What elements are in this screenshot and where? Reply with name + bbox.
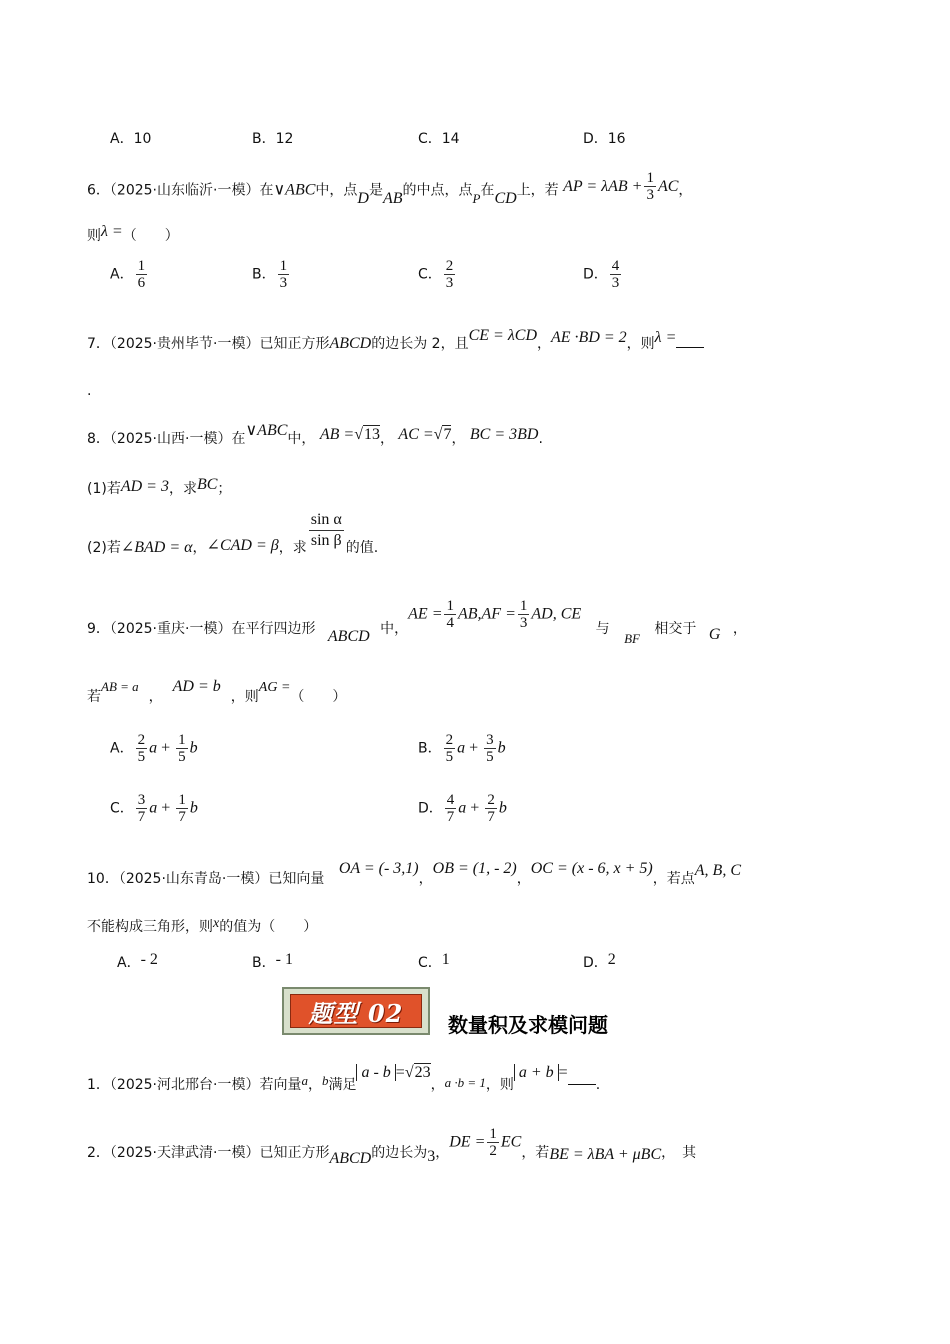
q7-end-period: .	[87, 383, 92, 399]
q6-text: 中，点	[315, 182, 358, 199]
section-badge-text: 题型 02	[308, 998, 404, 1028]
q9-answer-paren: （ ）	[290, 689, 347, 705]
q9-option-b: B． $\frac{2}{5}$ a + $\frac{3}{5}$ b	[418, 732, 506, 765]
s2q1-source: （2025·河北邢台·一模）	[109, 1077, 260, 1093]
option-value: 2	[607, 951, 616, 968]
s2q1-abs-diff: a - b	[356, 1064, 395, 1081]
q6-math: λ =	[101, 223, 123, 240]
q9-text: 在平行四边形	[231, 620, 316, 637]
option-fraction	[136, 258, 148, 291]
frac-den: 7	[487, 809, 495, 825]
q8-text: (2)若	[87, 540, 121, 556]
q7-math: ABCD	[329, 335, 372, 352]
q5-option-d: D．16	[583, 131, 626, 147]
option-label: A．	[117, 955, 141, 971]
frac-den: 2	[489, 1143, 497, 1159]
q9-line2: 若AB = a，AD = b，则AG =（ ）	[87, 678, 347, 705]
q8-text: ；	[217, 481, 232, 497]
frac-den: 5	[486, 749, 494, 765]
frac-num: 3	[486, 732, 494, 748]
q7-text: ，	[537, 336, 551, 352]
q6-number: 6．	[87, 182, 110, 199]
s2q2-math: BE = λBA + μBC	[549, 1145, 662, 1163]
q10-text: 的值为（ ）	[219, 919, 318, 935]
q6-math: CD	[494, 189, 517, 207]
q8-part-2	[87, 510, 379, 556]
frac-den: sin β	[310, 532, 342, 549]
q8-math: BC	[196, 476, 218, 493]
s2q1-root: 23	[414, 1064, 431, 1081]
s2q2-text: 已知正方形	[259, 1144, 330, 1161]
q6-option-b	[252, 258, 291, 291]
q6-equation: AC	[657, 177, 679, 195]
option-fraction	[278, 258, 290, 291]
q8-math: AD = 3	[120, 478, 169, 495]
s2q1-math: =	[558, 1064, 568, 1081]
s2-question-2	[87, 1126, 697, 1167]
q8-source: （2025·山西·一模）	[109, 431, 232, 447]
s2q2-math: ABCD	[329, 1149, 372, 1167]
s2q1-text: ，	[307, 1077, 322, 1093]
q9-number: 9．	[87, 620, 110, 637]
q8-math: AB =	[319, 426, 355, 443]
q10-number: 10．	[87, 871, 119, 887]
option-fraction	[136, 732, 148, 765]
option-label: C．	[110, 800, 134, 817]
q6-text: 则	[87, 228, 101, 244]
s2q2-math: 3	[427, 1147, 436, 1165]
q8-text: 的值.	[345, 540, 379, 556]
q8-text: (1)若	[87, 481, 121, 497]
q8-math: ∠BAD = α	[120, 539, 193, 556]
q8-math: BC = 3BD	[469, 426, 539, 443]
frac-num: 1	[519, 598, 528, 614]
section-title: 数量积及求模问题	[448, 1013, 608, 1037]
frac-den: 7	[137, 809, 146, 825]
frac-num: 3	[137, 792, 146, 808]
frac-num: 1	[137, 258, 146, 274]
q7-number: 7．	[87, 336, 110, 352]
s2q1-text: .	[595, 1077, 601, 1093]
option-fraction	[445, 792, 457, 825]
s2q2-number: 2．	[87, 1144, 110, 1161]
option-fraction	[484, 732, 496, 765]
q6-answer-paren: （ ）	[122, 228, 179, 244]
q8-number: 8．	[87, 431, 110, 447]
s2q1-math: =	[395, 1064, 405, 1081]
q8-fraction	[309, 510, 344, 551]
q6-equation: AP = λAB +	[563, 177, 643, 195]
q6-source: （2025·山东临沂·一模）	[109, 182, 260, 199]
q8-text: ，求	[168, 481, 197, 497]
q9-option-c: C． $\frac{3}{7}$ a + $\frac{1}{7}$ b	[110, 792, 198, 825]
q9-text: 与	[595, 620, 610, 637]
q9-source: （2025·重庆·一模）	[109, 620, 232, 637]
q7-math: λ =	[654, 329, 677, 346]
q10-vector-oc: OC = (x - 6, x + 5)	[530, 860, 653, 877]
s2q1-math: b	[321, 1073, 329, 1088]
q8-root: 13	[363, 426, 380, 443]
s2q2-math: DE =	[449, 1133, 486, 1151]
q10-option-a	[117, 952, 158, 972]
option-label: A．	[110, 740, 134, 757]
question-6	[87, 170, 693, 207]
s2q2-source: （2025·天津武清·一模）	[109, 1144, 260, 1161]
option-value: - 1	[275, 951, 293, 968]
q9-math: AG =	[258, 680, 291, 695]
question-10: 10．（2025·山东青岛·一模）已知向量 OA = (- 3,1)，OB = (1, - 2)，OC = (x - 6, x + 5)，若点A, B, C	[87, 860, 741, 887]
q10-math: x	[213, 916, 220, 931]
q9-math: AB,AF =	[457, 605, 516, 623]
s2q2-text: ，	[435, 1144, 450, 1161]
option-label: A．	[110, 266, 134, 283]
q8-triangle: ∨ABC	[245, 422, 288, 439]
q6-text: 上，若	[516, 182, 559, 199]
q6-text: 是	[368, 182, 383, 199]
q10-text: 不能构成三角形，则	[87, 919, 213, 935]
q6-triangle-symbol: ∨	[273, 181, 286, 199]
s2q1-number: 1．	[87, 1077, 110, 1093]
q9-math: ABCD	[327, 627, 370, 645]
s2q2-text: ，若	[521, 1144, 550, 1161]
option-value: 1	[441, 951, 450, 968]
frac-num: 2	[445, 258, 454, 274]
q8-root: 7	[443, 426, 452, 443]
q8-text: ，求	[278, 540, 307, 556]
s2q1-text: 满足	[328, 1077, 357, 1093]
q9-option-a: A． $\frac{2}{5}$ a + $\frac{1}{5}$ b	[110, 732, 198, 765]
option-label: D．	[583, 955, 608, 971]
q10-option-c	[418, 952, 450, 972]
frac-den: 3	[445, 275, 454, 291]
section-badge	[282, 987, 430, 1035]
q6-line2	[87, 225, 179, 245]
q6-text: 在	[259, 182, 274, 199]
question-8: 8．（2025·山西·一模）在∨ABC中， AB =√13， AC =√7， BC = 3BD.	[87, 422, 543, 447]
q8-text: 中，	[287, 431, 316, 447]
q6-math: P	[472, 190, 481, 206]
q6-text: 在	[480, 182, 495, 199]
frac-den: 3	[646, 187, 654, 203]
q8-math: AC =	[398, 426, 434, 443]
s2q2-math: EC	[500, 1133, 522, 1151]
q10-line2	[87, 916, 317, 936]
q9-math: AB = a	[101, 679, 139, 694]
s2q2-text: ， 其	[661, 1144, 697, 1161]
q8-text: 在	[231, 431, 246, 447]
q7-text: 已知正方形	[259, 336, 330, 352]
frac-den: 5	[137, 749, 146, 765]
s2q1-abs-sum: a + b	[514, 1064, 559, 1081]
s2q1-math: a	[301, 1073, 308, 1088]
q7-text: ，则	[626, 336, 655, 352]
q10-text: 已知向量	[268, 871, 325, 887]
option-fraction	[444, 732, 456, 765]
q10-option-d	[583, 952, 616, 972]
q10-option-b	[252, 952, 293, 972]
q8-math: ∠CAD = β	[206, 537, 279, 554]
frac-num: 1	[446, 598, 454, 614]
q7-answer-blank	[676, 335, 704, 348]
frac-num: 4	[446, 792, 455, 808]
option-label: B．	[252, 266, 276, 283]
q10-vector-oa: OA = (- 3,1)	[338, 860, 419, 877]
q6-math: AB	[382, 189, 403, 207]
q9-option-d: D． $\frac{4}{7}$ a + $\frac{2}{7}$ b	[418, 792, 507, 825]
frac-den: 4	[446, 615, 454, 631]
q6-option-d	[583, 258, 623, 291]
option-label: C．	[418, 955, 442, 971]
q9-text: 相交于	[654, 620, 697, 637]
q5-option-a: A．10	[110, 131, 152, 147]
option-label: D．	[583, 266, 608, 283]
frac-den: 6	[137, 275, 146, 291]
q9-math: AD, CE	[531, 605, 582, 623]
option-fraction	[610, 258, 622, 291]
frac-num: 1	[646, 170, 654, 186]
frac-num: 1	[489, 1126, 497, 1142]
q6-fraction	[644, 170, 656, 203]
option-fraction	[444, 258, 456, 291]
question-9	[87, 598, 747, 646]
frac-num: 2	[487, 792, 495, 808]
s2q2-text: 的边长为	[371, 1144, 428, 1161]
s2q1-text: ，则	[485, 1077, 514, 1093]
frac-num: 2	[445, 732, 454, 748]
q9-text: 若	[87, 689, 101, 705]
q7-source: （2025·贵州毕节·一模）	[109, 336, 260, 352]
option-value: - 2	[140, 951, 158, 968]
q6-option-a	[110, 258, 149, 291]
option-label: D．	[418, 800, 443, 817]
q10-source: （2025·山东青岛·一模）	[118, 871, 269, 887]
q9-fraction	[518, 598, 530, 631]
frac-den: 3	[279, 275, 288, 291]
frac-num: 2	[137, 732, 146, 748]
frac-den: 5	[445, 749, 454, 765]
q8-part-1	[87, 478, 231, 498]
q8-text: ，	[192, 540, 207, 556]
s2-question-1: 1．（2025·河北邢台·一模）若向量a，b满足a - b =√23，a ·b = 1，则a + b =.	[87, 1064, 601, 1093]
s2q2-fraction	[487, 1126, 499, 1159]
frac-den: 5	[178, 749, 186, 765]
q10-vector-ob: OB = (1, - 2)	[432, 860, 517, 877]
option-label: B．	[252, 955, 276, 971]
q9-math: G	[708, 625, 721, 643]
q6-text: ，	[678, 182, 693, 199]
q9-text: 中，	[380, 620, 409, 637]
q10-points: A, B, C	[694, 862, 741, 879]
frac-num: sin α	[309, 510, 344, 531]
q9-math: AD = b	[172, 678, 221, 695]
q6-option-c	[418, 258, 457, 291]
frac-den: 7	[178, 809, 186, 825]
option-fraction	[176, 792, 188, 825]
option-label: C．	[418, 266, 442, 283]
option-label: B．	[418, 740, 442, 757]
question-7	[87, 327, 704, 353]
frac-num: 1	[178, 732, 186, 748]
q9-math: AE =	[408, 605, 443, 623]
q9-math: BF	[624, 630, 640, 646]
q7-equation: CE = λCD	[468, 327, 537, 344]
frac-den: 3	[519, 615, 528, 631]
q6-text: 的中点，点	[402, 182, 473, 199]
q9-text: ，则	[230, 689, 259, 705]
frac-num: 1	[279, 258, 288, 274]
q5-option-b: B．12	[252, 131, 294, 147]
s2q1-text: 若向量	[259, 1077, 302, 1093]
frac-den: 3	[611, 275, 620, 291]
q6-math: ABC	[285, 181, 316, 199]
option-fraction	[176, 732, 188, 765]
q9-fraction	[444, 598, 456, 631]
s2q1-dot: a ·b = 1	[444, 1075, 486, 1090]
q7-equation: AE ·BD = 2	[551, 329, 627, 346]
option-fraction	[485, 792, 497, 825]
frac-num: 4	[611, 258, 620, 274]
q6-math: D	[357, 189, 369, 207]
s2q1-answer-blank	[568, 1072, 596, 1085]
q9-text: ，	[732, 620, 747, 637]
frac-den: 7	[446, 809, 455, 825]
q10-text: ，若点	[652, 871, 695, 887]
section-badge-inner	[290, 994, 422, 1028]
frac-num: 1	[178, 792, 186, 808]
option-fraction	[136, 792, 148, 825]
q7-text: 的边长为 2，且	[371, 336, 469, 352]
q5-option-c: C．14	[418, 131, 460, 147]
